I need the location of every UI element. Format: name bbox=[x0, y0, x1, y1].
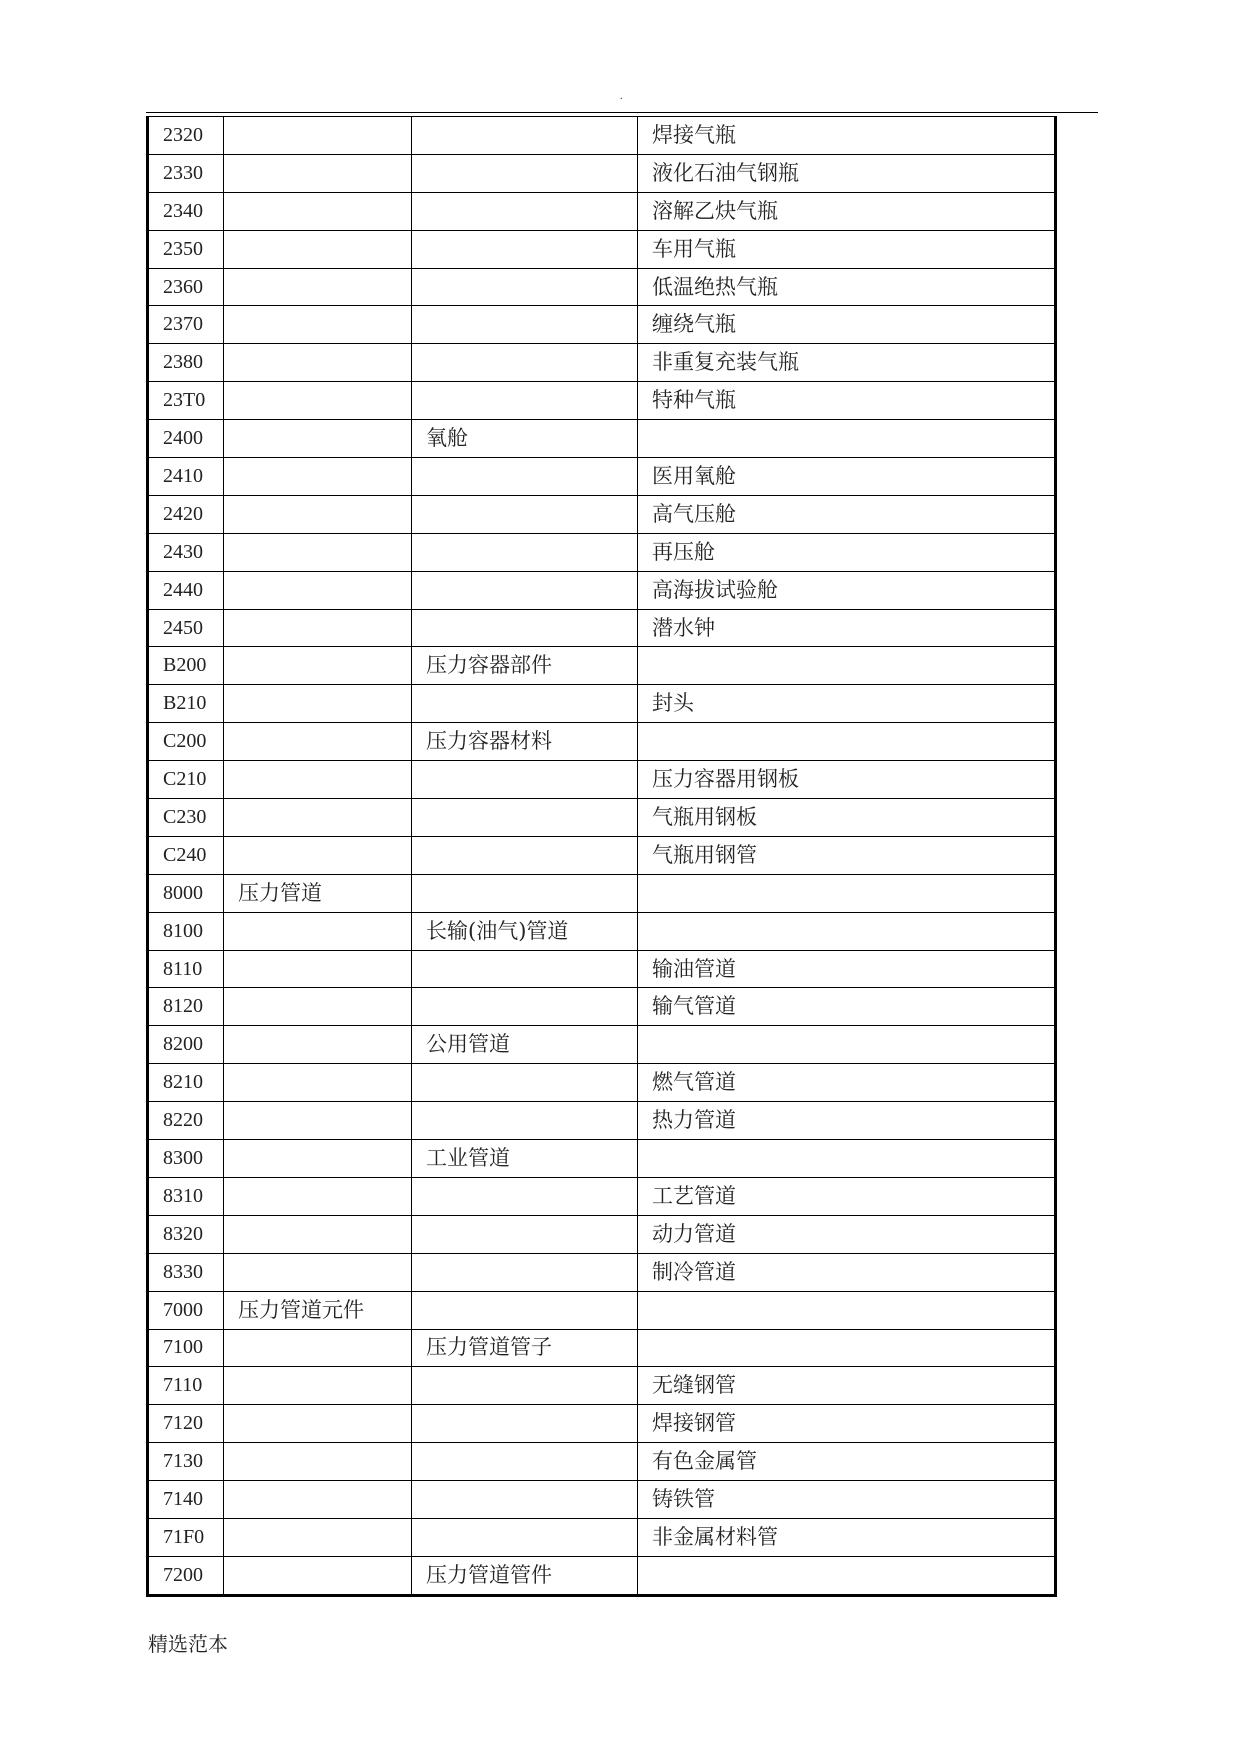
table-row bbox=[148, 685, 1056, 723]
class-cell bbox=[412, 192, 638, 230]
class-cell bbox=[412, 306, 638, 344]
variety-cell bbox=[638, 874, 1056, 912]
table-row bbox=[148, 192, 1056, 230]
category-cell bbox=[224, 761, 412, 799]
category-cell bbox=[224, 1405, 412, 1443]
class-cell: 压力容器部件 bbox=[412, 647, 638, 685]
table-row bbox=[148, 1556, 1056, 1595]
code-cell: 23T0 bbox=[148, 382, 224, 420]
variety-cell: 铸铁管 bbox=[638, 1481, 1056, 1519]
category-cell bbox=[224, 1026, 412, 1064]
category-cell bbox=[224, 533, 412, 571]
code-cell: 8120 bbox=[148, 988, 224, 1026]
category-cell bbox=[224, 1064, 412, 1102]
category-cell bbox=[224, 1443, 412, 1481]
variety-cell: 焊接钢管 bbox=[638, 1405, 1056, 1443]
category-cell bbox=[224, 268, 412, 306]
code-cell: B200 bbox=[148, 647, 224, 685]
table-row bbox=[148, 1329, 1056, 1367]
code-cell: 2400 bbox=[148, 420, 224, 458]
table-row bbox=[148, 344, 1056, 382]
category-cell bbox=[224, 192, 412, 230]
code-cell: C240 bbox=[148, 836, 224, 874]
code-cell: C230 bbox=[148, 799, 224, 837]
code-cell: 2410 bbox=[148, 458, 224, 496]
variety-cell: 高海拔试验舱 bbox=[638, 571, 1056, 609]
table-row bbox=[148, 912, 1056, 950]
variety-cell: 热力管道 bbox=[638, 1102, 1056, 1140]
table-row bbox=[148, 950, 1056, 988]
table-row bbox=[148, 117, 1056, 155]
code-cell: 7130 bbox=[148, 1443, 224, 1481]
category-cell bbox=[224, 230, 412, 268]
header-rule bbox=[146, 112, 1098, 113]
category-cell bbox=[224, 723, 412, 761]
variety-cell: 气瓶用钢板 bbox=[638, 799, 1056, 837]
code-cell: 2450 bbox=[148, 609, 224, 647]
code-cell: C210 bbox=[148, 761, 224, 799]
table-row bbox=[148, 723, 1056, 761]
table-row bbox=[148, 268, 1056, 306]
variety-cell: 压力容器用钢板 bbox=[638, 761, 1056, 799]
class-cell bbox=[412, 533, 638, 571]
code-cell: 7000 bbox=[148, 1291, 224, 1329]
variety-cell bbox=[638, 1291, 1056, 1329]
category-cell bbox=[224, 685, 412, 723]
code-cell: 2360 bbox=[148, 268, 224, 306]
code-cell: 8220 bbox=[148, 1102, 224, 1140]
variety-cell bbox=[638, 1026, 1056, 1064]
category-cell bbox=[224, 1556, 412, 1595]
table-row bbox=[148, 874, 1056, 912]
code-cell: 8330 bbox=[148, 1253, 224, 1291]
class-cell: 氧舱 bbox=[412, 420, 638, 458]
variety-cell bbox=[638, 1329, 1056, 1367]
category-cell bbox=[224, 495, 412, 533]
class-cell bbox=[412, 571, 638, 609]
class-cell bbox=[412, 685, 638, 723]
category-cell bbox=[224, 1481, 412, 1519]
class-cell bbox=[412, 761, 638, 799]
code-cell: 2380 bbox=[148, 344, 224, 382]
table-row bbox=[148, 154, 1056, 192]
variety-cell: 车用气瓶 bbox=[638, 230, 1056, 268]
category-cell: 压力管道 bbox=[224, 874, 412, 912]
code-cell: 8100 bbox=[148, 912, 224, 950]
category-cell bbox=[224, 1329, 412, 1367]
class-cell bbox=[412, 988, 638, 1026]
table-body bbox=[148, 117, 1056, 1596]
variety-cell: 特种气瓶 bbox=[638, 382, 1056, 420]
class-cell: 长输(油气)管道 bbox=[412, 912, 638, 950]
variety-cell bbox=[638, 647, 1056, 685]
class-cell bbox=[412, 1253, 638, 1291]
class-cell bbox=[412, 1291, 638, 1329]
table-row bbox=[148, 458, 1056, 496]
table-row bbox=[148, 1177, 1056, 1215]
category-cell bbox=[224, 988, 412, 1026]
code-cell: 7140 bbox=[148, 1481, 224, 1519]
class-cell bbox=[412, 950, 638, 988]
code-cell: C200 bbox=[148, 723, 224, 761]
variety-cell: 封头 bbox=[638, 685, 1056, 723]
variety-cell: 缠绕气瓶 bbox=[638, 306, 1056, 344]
code-cell: 8000 bbox=[148, 874, 224, 912]
class-cell bbox=[412, 1367, 638, 1405]
class-cell bbox=[412, 268, 638, 306]
table-row bbox=[148, 609, 1056, 647]
class-cell bbox=[412, 609, 638, 647]
table-row bbox=[148, 799, 1056, 837]
table-row bbox=[148, 1253, 1056, 1291]
class-cell bbox=[412, 1481, 638, 1519]
table-row bbox=[148, 1215, 1056, 1253]
code-cell: 71F0 bbox=[148, 1518, 224, 1556]
table-row bbox=[148, 1140, 1056, 1178]
variety-cell: 有色金属管 bbox=[638, 1443, 1056, 1481]
table-row bbox=[148, 836, 1056, 874]
table-row bbox=[148, 1291, 1056, 1329]
class-cell bbox=[412, 1102, 638, 1140]
code-cell: 2330 bbox=[148, 154, 224, 192]
table-row bbox=[148, 420, 1056, 458]
code-cell: 8300 bbox=[148, 1140, 224, 1178]
table-row bbox=[148, 1102, 1056, 1140]
category-cell bbox=[224, 1177, 412, 1215]
table-row bbox=[148, 1405, 1056, 1443]
class-cell bbox=[412, 458, 638, 496]
code-cell: 8320 bbox=[148, 1215, 224, 1253]
variety-cell: 非金属材料管 bbox=[638, 1518, 1056, 1556]
equipment-catalog-table bbox=[146, 116, 1057, 1597]
category-cell bbox=[224, 117, 412, 155]
variety-cell: 非重复充装气瓶 bbox=[638, 344, 1056, 382]
category-cell bbox=[224, 382, 412, 420]
code-cell: 8210 bbox=[148, 1064, 224, 1102]
category-cell bbox=[224, 154, 412, 192]
table-row bbox=[148, 1518, 1056, 1556]
class-cell bbox=[412, 382, 638, 420]
code-cell: 8110 bbox=[148, 950, 224, 988]
footer-text: 精选范本 bbox=[148, 1632, 228, 1656]
variety-cell: 液化石油气钢瓶 bbox=[638, 154, 1056, 192]
table-row bbox=[148, 495, 1056, 533]
code-cell: 8310 bbox=[148, 1177, 224, 1215]
variety-cell: 再压舱 bbox=[638, 533, 1056, 571]
variety-cell bbox=[638, 1556, 1056, 1595]
category-cell bbox=[224, 1102, 412, 1140]
header-mark: . bbox=[620, 91, 623, 102]
class-cell: 压力管道管子 bbox=[412, 1329, 638, 1367]
variety-cell: 高气压舱 bbox=[638, 495, 1056, 533]
variety-cell: 输气管道 bbox=[638, 988, 1056, 1026]
class-cell bbox=[412, 874, 638, 912]
variety-cell: 潜水钟 bbox=[638, 609, 1056, 647]
variety-cell: 气瓶用钢管 bbox=[638, 836, 1056, 874]
category-cell bbox=[224, 836, 412, 874]
class-cell bbox=[412, 1177, 638, 1215]
class-cell: 压力管道管件 bbox=[412, 1556, 638, 1595]
variety-cell: 无缝钢管 bbox=[638, 1367, 1056, 1405]
category-cell bbox=[224, 1253, 412, 1291]
class-cell: 压力容器材料 bbox=[412, 723, 638, 761]
category-cell bbox=[224, 1215, 412, 1253]
category-cell bbox=[224, 647, 412, 685]
variety-cell: 动力管道 bbox=[638, 1215, 1056, 1253]
category-cell bbox=[224, 609, 412, 647]
table-row bbox=[148, 306, 1056, 344]
variety-cell bbox=[638, 912, 1056, 950]
class-cell bbox=[412, 495, 638, 533]
code-cell: 7120 bbox=[148, 1405, 224, 1443]
variety-cell bbox=[638, 420, 1056, 458]
category-cell bbox=[224, 458, 412, 496]
category-cell bbox=[224, 571, 412, 609]
category-cell bbox=[224, 912, 412, 950]
variety-cell bbox=[638, 1140, 1056, 1178]
category-cell bbox=[224, 950, 412, 988]
table-row bbox=[148, 230, 1056, 268]
table-row bbox=[148, 1443, 1056, 1481]
code-cell: 7100 bbox=[148, 1329, 224, 1367]
variety-cell: 低温绝热气瓶 bbox=[638, 268, 1056, 306]
category-cell bbox=[224, 1140, 412, 1178]
table-row bbox=[148, 647, 1056, 685]
class-cell bbox=[412, 344, 638, 382]
category-cell bbox=[224, 344, 412, 382]
code-cell: 2370 bbox=[148, 306, 224, 344]
code-cell: B210 bbox=[148, 685, 224, 723]
code-cell: 2350 bbox=[148, 230, 224, 268]
category-cell: 压力管道元件 bbox=[224, 1291, 412, 1329]
category-cell bbox=[224, 799, 412, 837]
code-cell: 2340 bbox=[148, 192, 224, 230]
class-cell bbox=[412, 1215, 638, 1253]
code-cell: 2440 bbox=[148, 571, 224, 609]
code-cell: 2320 bbox=[148, 117, 224, 155]
category-cell bbox=[224, 306, 412, 344]
table-row bbox=[148, 1481, 1056, 1519]
class-cell bbox=[412, 117, 638, 155]
code-cell: 2420 bbox=[148, 495, 224, 533]
code-cell: 7110 bbox=[148, 1367, 224, 1405]
variety-cell bbox=[638, 723, 1056, 761]
category-cell bbox=[224, 420, 412, 458]
class-cell bbox=[412, 836, 638, 874]
class-cell bbox=[412, 1443, 638, 1481]
class-cell bbox=[412, 1518, 638, 1556]
class-cell bbox=[412, 230, 638, 268]
table-row bbox=[148, 761, 1056, 799]
table-row bbox=[148, 382, 1056, 420]
category-cell bbox=[224, 1518, 412, 1556]
variety-cell: 输油管道 bbox=[638, 950, 1056, 988]
category-cell bbox=[224, 1367, 412, 1405]
variety-cell: 医用氧舱 bbox=[638, 458, 1056, 496]
table-row bbox=[148, 533, 1056, 571]
variety-cell: 燃气管道 bbox=[638, 1064, 1056, 1102]
class-cell: 工业管道 bbox=[412, 1140, 638, 1178]
code-cell: 8200 bbox=[148, 1026, 224, 1064]
class-cell bbox=[412, 154, 638, 192]
class-cell: 公用管道 bbox=[412, 1026, 638, 1064]
variety-cell: 焊接气瓶 bbox=[638, 117, 1056, 155]
table-row bbox=[148, 1064, 1056, 1102]
class-cell bbox=[412, 799, 638, 837]
table-row bbox=[148, 571, 1056, 609]
variety-cell: 溶解乙炔气瓶 bbox=[638, 192, 1056, 230]
variety-cell: 制冷管道 bbox=[638, 1253, 1056, 1291]
table-row bbox=[148, 1026, 1056, 1064]
table-row bbox=[148, 988, 1056, 1026]
code-cell: 7200 bbox=[148, 1556, 224, 1595]
code-cell: 2430 bbox=[148, 533, 224, 571]
class-cell bbox=[412, 1064, 638, 1102]
table-row bbox=[148, 1367, 1056, 1405]
class-cell bbox=[412, 1405, 638, 1443]
variety-cell: 工艺管道 bbox=[638, 1177, 1056, 1215]
